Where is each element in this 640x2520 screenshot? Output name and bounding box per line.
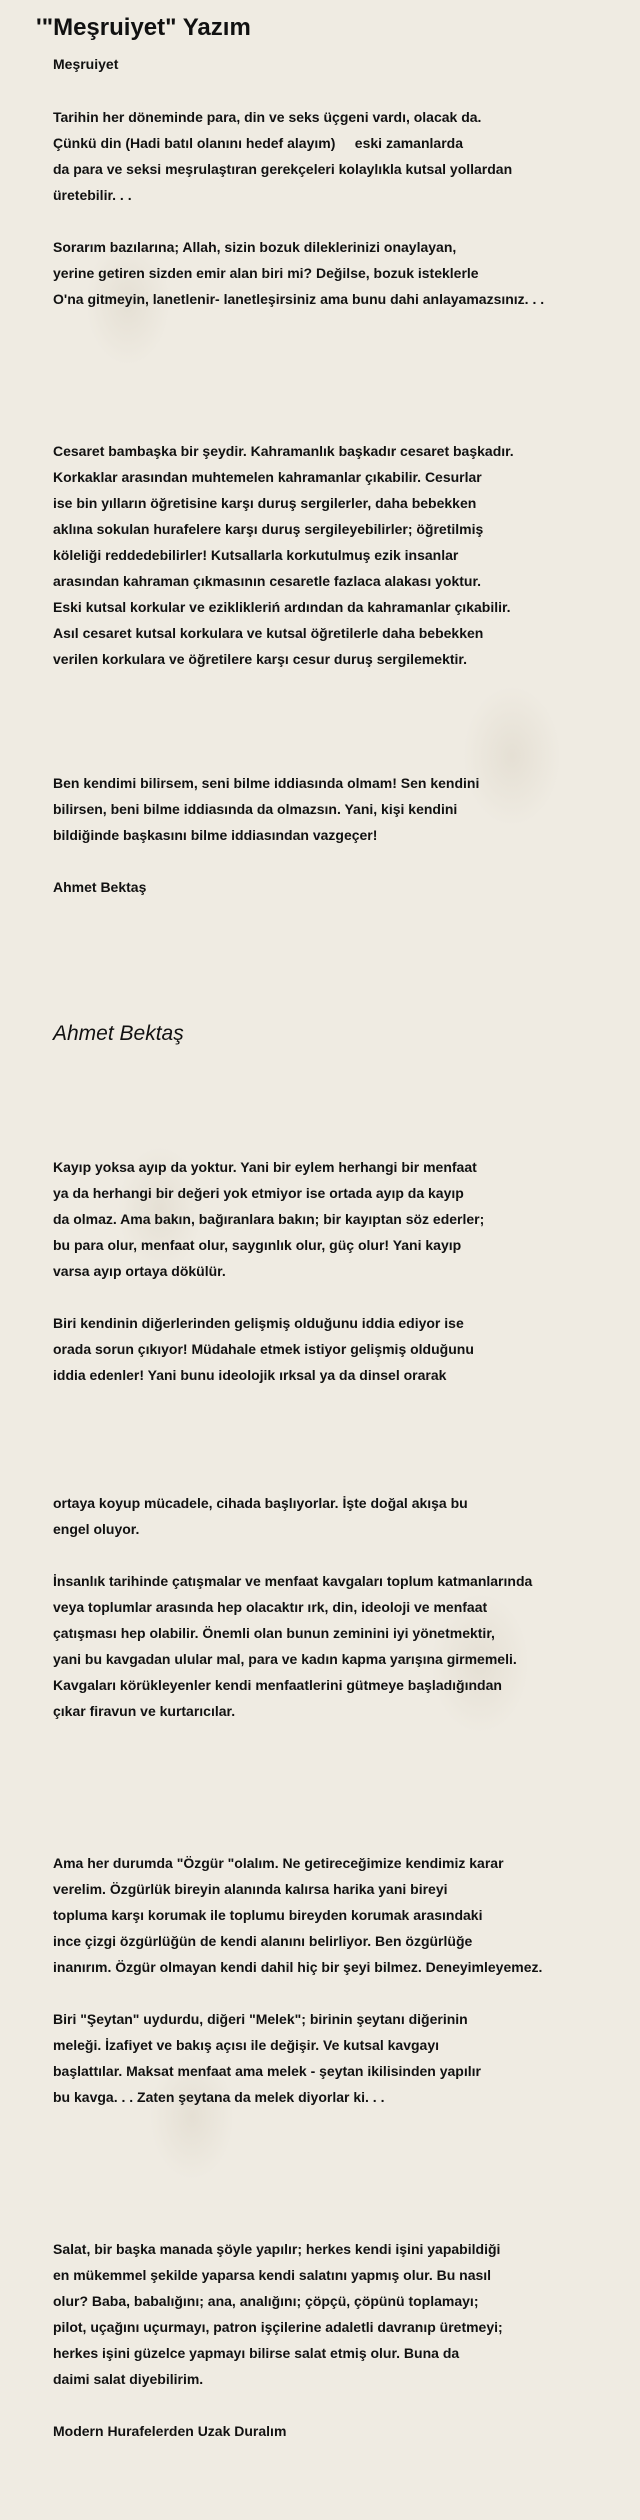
- text-line: Biri "Şeytan" uydurdu, diğeri "Melek"; birinin şeytanı diğerinin: [53, 2011, 468, 2027]
- text-line: da olmaz. Ama bakın, bağıranlara bakın; bir kayıptan söz ederler;: [53, 1211, 485, 1227]
- text-line: verilen korkulara ve öğretilere karşı cesur duruş sergilemektir.: [53, 651, 467, 667]
- paragraph-superiority: [53, 1310, 633, 1388]
- text-line: orada sorun çıkıyor! Müdahale etmek istiyor gelişmiş olduğunu: [53, 1341, 474, 1357]
- text-line: bu kavga. . . Zaten şeytana da melek diyorlar ki. . .: [53, 2089, 385, 2105]
- text-line: İnsanlık tarihinde çatışmalar ve menfaat kavgaları toplum katmanlarında: [53, 1573, 533, 1589]
- text-line: başlattılar. Maksat menfaat ama melek - şeytan ikilisinden yapılır: [53, 2063, 481, 2079]
- text-line: O'na gitmeyin, lanetlenir- lanetleşirsiniz ama bunu dahi anlayamazsınız. . .: [53, 291, 545, 307]
- text-line: üretebilir. . .: [53, 187, 132, 203]
- text-line: varsa ayıp ortaya dökülür.: [53, 1263, 226, 1279]
- text-line: Kayıp yoksa ayıp da yoktur. Yani bir eylem herhangi bir menfaat: [53, 1159, 477, 1175]
- text-line: olur? Baba, babalığını; ana, analığını; çöpçü, çöpünü toplamayı;: [53, 2293, 479, 2309]
- text-line: Asıl cesaret kutsal korkulara ve kutsal öğretilerle daha bebekken: [53, 625, 484, 641]
- text-line: Biri kendinin diğerlerinden gelişmiş olduğunu iddia ediyor ise: [53, 1315, 464, 1331]
- paragraph-devil-angel: [53, 2006, 633, 2110]
- text-line: yerine getiren sizden emir alan biri mi? Değilse, bozuk isteklerle: [53, 265, 479, 281]
- text-line: pilot, uçağını uçurmayı, patron işçilerine adaletli davranıp üretmeyi;: [53, 2319, 503, 2335]
- text-line: meleği. İzafiyet ve bakış açısı ile değişir. Ve kutsal kavgayı: [53, 2037, 439, 2053]
- text-line: Eski kutsal korkular ve eziklikleriń ardından da kahramanlar çıkabilir.: [53, 599, 511, 615]
- text-line: bildiğinde başkasını bilme iddiasından vazgeçer!: [53, 827, 378, 843]
- signature-author: [53, 874, 633, 900]
- paragraph-salat: [53, 2236, 633, 2392]
- paragraph-loss: [53, 1154, 633, 1284]
- text-line: daimi salat diyebilirim.: [53, 2371, 204, 2387]
- paragraph-struggle: [53, 1490, 633, 1542]
- text-line: Çünkü din (Hadi batıl olanını hedef alayım) eski zamanlarda: [53, 135, 463, 151]
- paragraph-self-knowledge: [53, 770, 633, 848]
- text-line: çıkar firavun ve kurtarıcılar.: [53, 1703, 236, 1719]
- text-line: Cesaret bambaşka bir şeydir. Kahramanlık başkadır cesaret başkadır.: [53, 443, 514, 459]
- text-line: Sorarım bazılarına; Allah, sizin bozuk dileklerinizi onaylayan,: [53, 239, 457, 255]
- text-line: ortaya koyup mücadele, cihada başlıyorlar. İşte doğal akışa bu: [53, 1495, 468, 1511]
- text-line: bu para olur, menfaat olur, saygınlık olur, güç olur! Yani kayıp: [53, 1237, 462, 1253]
- text-line: Tarihin her döneminde para, din ve seks üçgeni vardı, olacak da.: [53, 109, 482, 125]
- text-line: arasından kahraman çıkmasının cesaretle fazlaca alakası yoktur.: [53, 573, 482, 589]
- text-line: engel oluyor.: [53, 1521, 140, 1537]
- text-line: bilirsen, beni bilme iddiasında da olmazsın. Yani, kişi kendini: [53, 801, 458, 817]
- paragraph-question: [53, 234, 633, 312]
- paragraph-courage: [53, 438, 633, 672]
- text-line: köleliği reddedebilirler! Kutsallarla korkutulmuş ezik insanlar: [53, 547, 459, 563]
- text-line: Ben kendimi bilirsem, seni bilme iddiasında olmam! Sen kendini: [53, 775, 480, 791]
- page-title: '"Meşruiyet" Yazım: [36, 14, 251, 41]
- paragraph-intro: [53, 104, 633, 208]
- text-line: ince çizgi özgürlüğün de kendi alanını belirliyor. Ben özgürlüğe: [53, 1933, 473, 1949]
- text-line: çatışması hep olabilir. Önemli olan bunun zeminini iyi yönetmektir,: [53, 1625, 495, 1641]
- paragraph-freedom: [53, 1850, 633, 1980]
- text-line: Korkaklar arasından muhtemelen kahramanlar çıkabilir. Cesurlar: [53, 469, 482, 485]
- text-line: verelim. Özgürlük bireyin alanında kalırsa harika yani bireyi: [53, 1881, 448, 1897]
- text-line: aklına sokulan hurafelere karşı duruş sergileyebilirler; öğretilmiş: [53, 521, 484, 537]
- text-line: veya toplumlar arasında hep olacaktır ırk, din, ideoloji ve menfaat: [53, 1599, 488, 1615]
- text-line: ya da herhangi bir değeri yok etmiyor ise ortada ayıp da kayıp: [53, 1185, 464, 1201]
- text-line: Kavgaları körükleyenler kendi menfaatlerini gütmeye başladığından: [53, 1677, 502, 1693]
- text-line: en mükemmel şekilde yaparsa kendi salatını yapmış olur. Bu nasıl: [53, 2267, 492, 2283]
- text-line: herkes işini güzelce yapmayı bilirse salat etmiş olur. Buna da: [53, 2345, 460, 2361]
- text-line: da para ve seksi meşrulaştıran gerekçeleri kolaylıkla kutsal yollardan: [53, 161, 513, 177]
- text-line: Salat, bir başka manada şöyle yapılır; herkes kendi işini yapabildiği: [53, 2241, 501, 2257]
- page-subtitle: Meşruiyet: [53, 56, 119, 72]
- text-line: Modern Hurafelerden Uzak Duralım: [53, 2423, 287, 2439]
- text-line: yani bu kavgadan ulular mal, para ve kadın kapma yarışına girmemeli.: [53, 1651, 517, 1667]
- paragraph-conflicts: [53, 1568, 633, 1724]
- text-line: Ahmet Bektaş: [53, 879, 147, 895]
- text-line: ise bin yılların öğretisine karşı duruş sergilerler, daha bebekken: [53, 495, 477, 511]
- text-line: iddia edenler! Yani bunu ideolojik ırksal ya da dinsel orarak: [53, 1367, 447, 1383]
- text-line: Ama her durumda "Özgür "olalım. Ne getireceğimize kendimiz karar: [53, 1855, 504, 1871]
- closing-line: [53, 2418, 633, 2444]
- text-line: topluma karşı korumak ile toplumu bireyden korumak arasındaki: [53, 1907, 483, 1923]
- author-heading: Ahmet Bektaş: [53, 1022, 184, 1045]
- text-line: inanırım. Özgür olmayan kendi dahil hiç bir şeyi bilmez. Deneyimleyemez.: [53, 1959, 543, 1975]
